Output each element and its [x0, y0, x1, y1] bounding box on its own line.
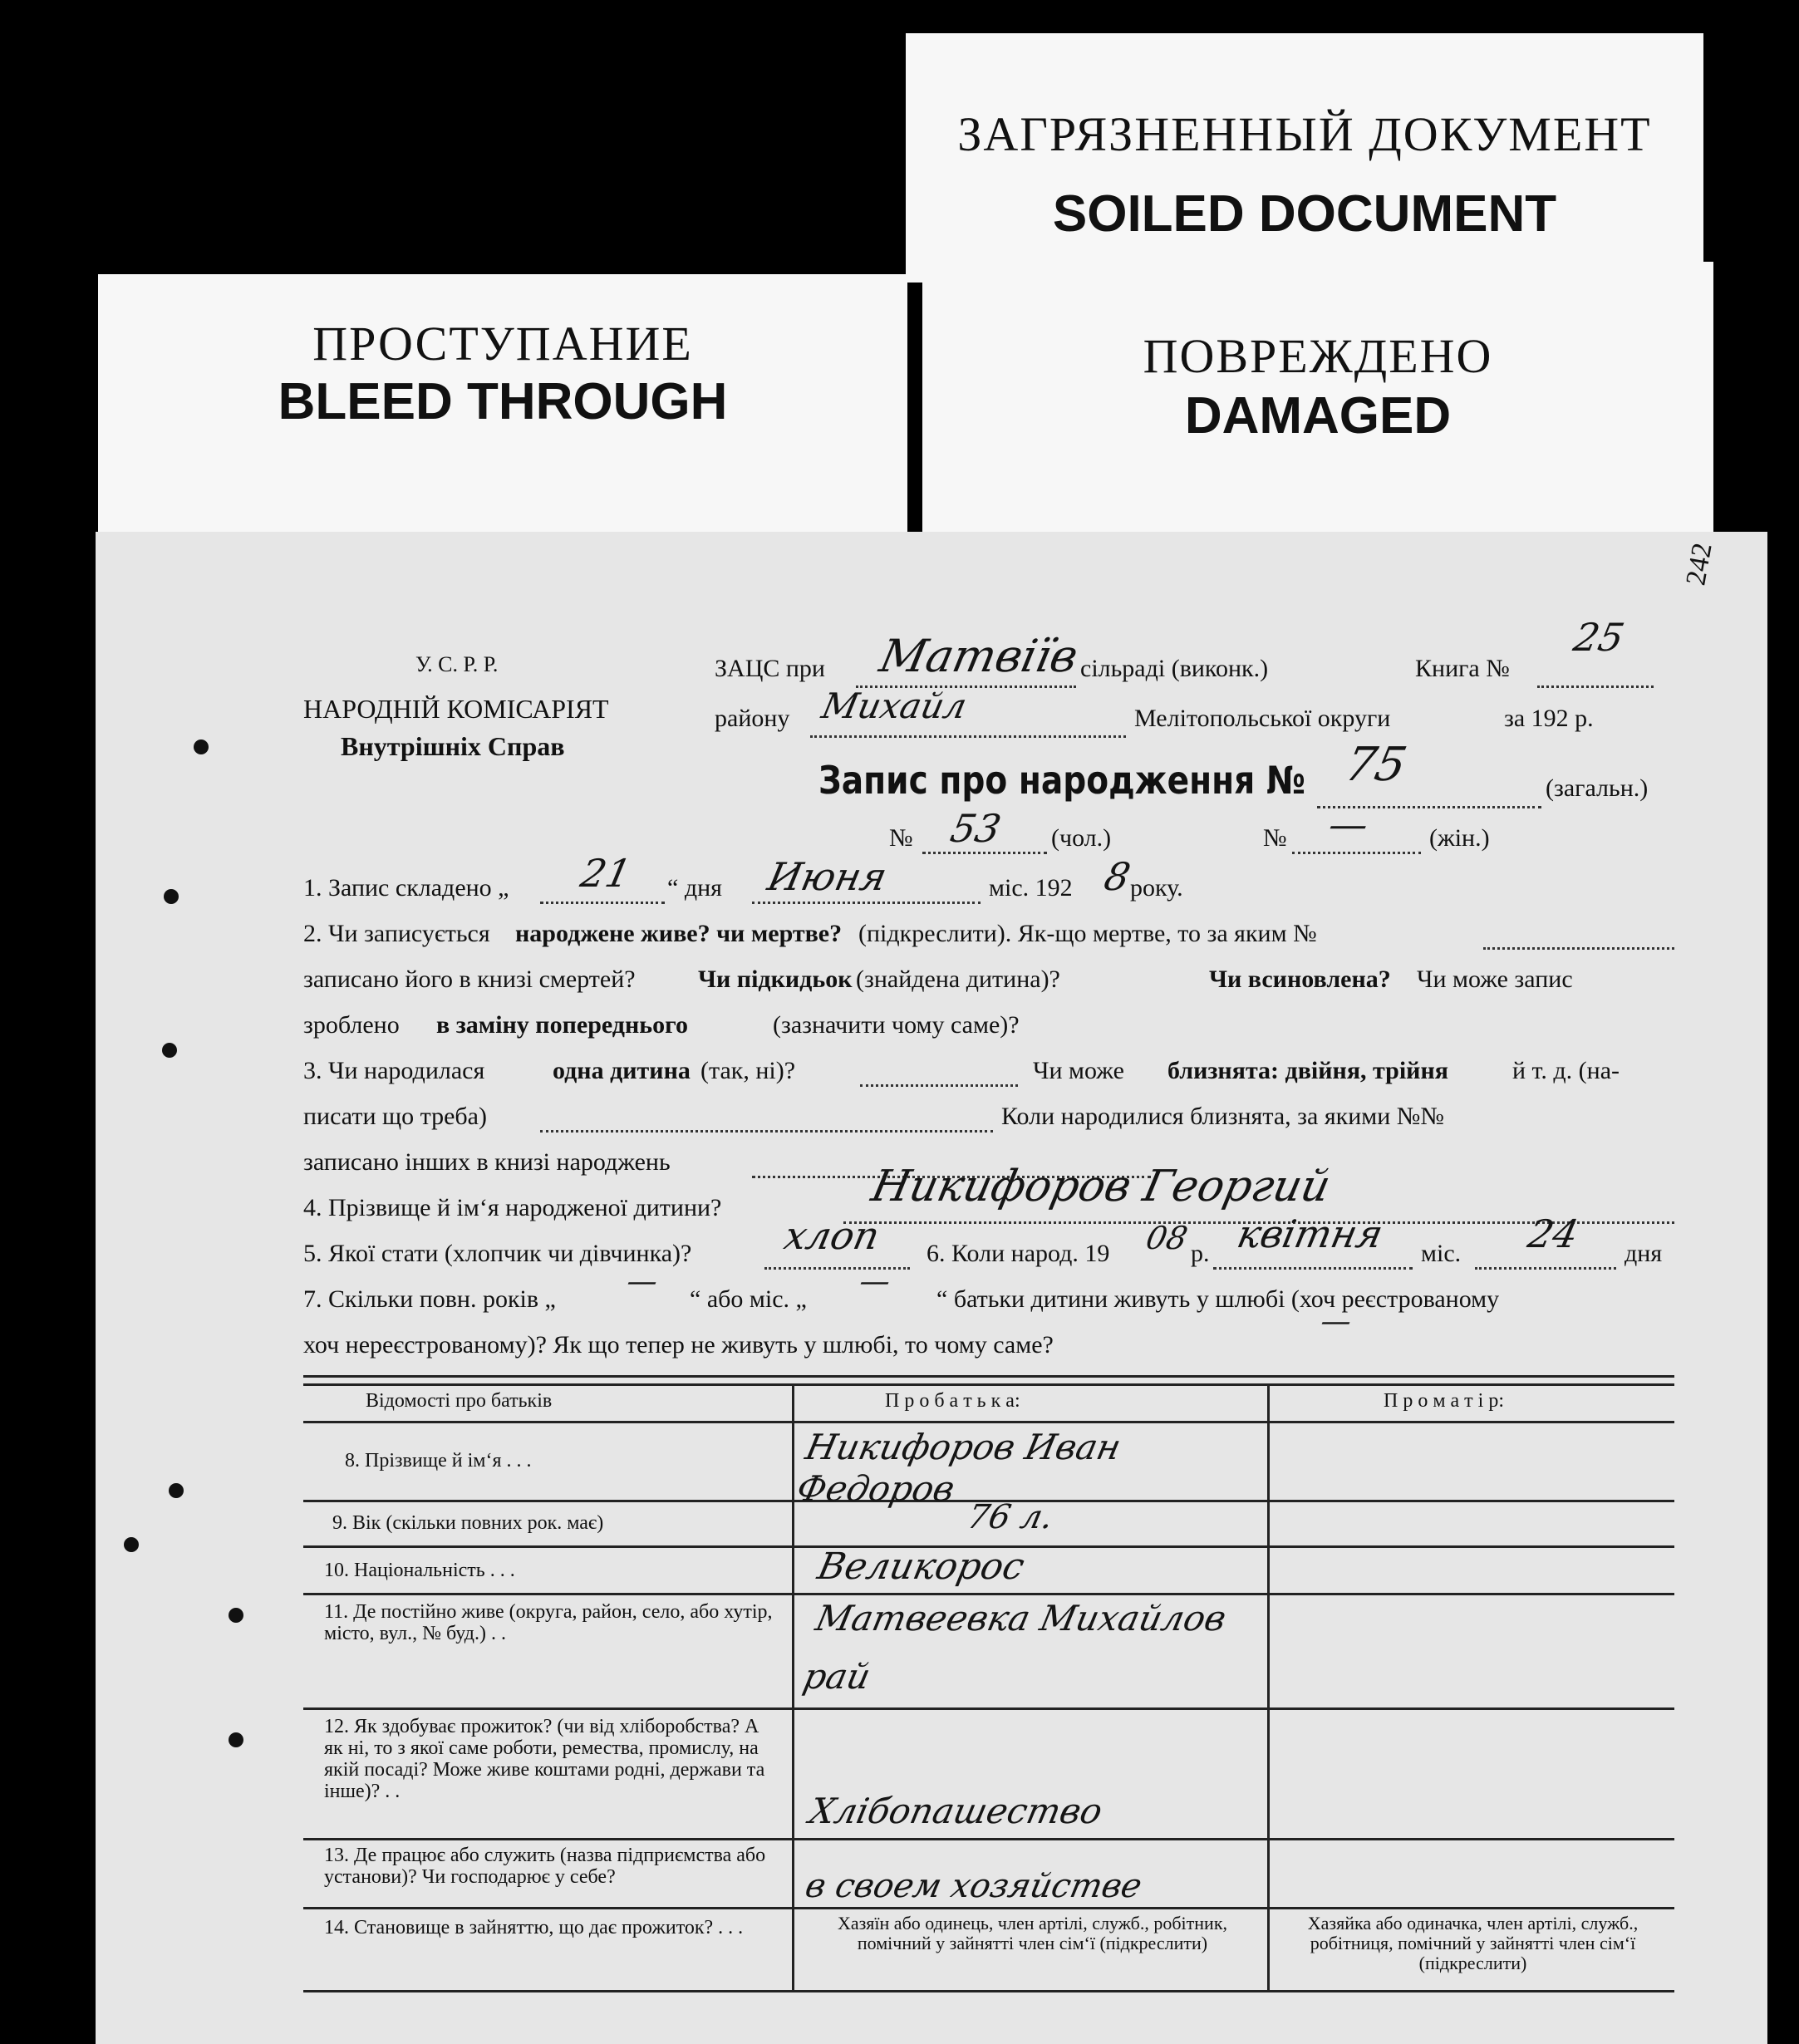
corner-mark: 242	[1680, 540, 1718, 588]
zhin-line	[1292, 852, 1421, 854]
line3-one-child: одна дитина	[553, 1057, 691, 1084]
punch-hole	[229, 1732, 243, 1747]
line2-replacement: в заміну попереднього	[436, 1011, 689, 1039]
line2-foundling: Чи підкидьок	[698, 965, 853, 993]
punch-hole	[194, 739, 209, 754]
line3-d: Чи може	[1033, 1057, 1124, 1084]
row-label-age: 9. Вік (скільки повних рок. має)	[332, 1512, 604, 1534]
father-status-options: Хазяїн або одинець, член артілі, служб., робітник, помічний у зайнятті член сім‘ї (підкреслити)	[837, 1913, 1228, 1953]
mother-status-options: Хазяйка або одиначка, член артілі, служб., робітниця, помічний у зайнятті член сім‘ї (підкреслити)	[1307, 1913, 1639, 1973]
birth-day: 24	[1524, 1211, 1583, 1256]
raionu-label: району	[715, 705, 790, 732]
father-nationality: Великорос	[813, 1545, 1029, 1588]
silradi-label: сільраді (виконк.)	[1080, 655, 1269, 682]
line2-k: (зазначити чому саме)?	[773, 1011, 1020, 1039]
row-label-status: 14. Становище в зайняттю, що дає прожиток? . . .	[324, 1917, 744, 1938]
commissariat-label: НАРОДНІЙ КОМІСАРІЯТ	[303, 694, 609, 724]
birth-year: 08	[1143, 1220, 1192, 1256]
table-rule	[303, 1707, 1674, 1710]
line6-mis: міс.	[1421, 1240, 1462, 1267]
line2-i: зроблено	[303, 1011, 400, 1039]
father-name: Никифоров Иван Федоров	[793, 1427, 1125, 1509]
row-label-name: 8. Прізвище й ім‘я . . .	[345, 1450, 532, 1472]
line3-twins: близнята: двійня, трійня	[1167, 1057, 1448, 1084]
record-title: Запис про народження №	[818, 758, 1305, 803]
zacs-label: ЗАЦС при	[715, 655, 825, 682]
okrug-label: Мелітопольської округи	[1134, 705, 1391, 732]
record-number: 75	[1340, 738, 1412, 792]
father-livelihood: Хлібопашество	[805, 1791, 1107, 1831]
not-married-reason: —	[1317, 1305, 1355, 1339]
table-rule	[303, 1383, 1674, 1386]
zhin-label: (жін.)	[1429, 824, 1490, 852]
bleed-en-label: BLEED THROUGH	[278, 373, 728, 430]
soiled-ru-label: ЗАГРЯЗНЕННЫЙ ДОКУМЕНТ	[957, 107, 1652, 161]
line3-g: писати що треба)	[303, 1103, 487, 1130]
line2-c: (підкреслити). Як-що мертве, то за яким №	[858, 920, 1317, 947]
line1-roku: року.	[1130, 874, 1183, 902]
child-name: Никифоров Георгий	[867, 1162, 1335, 1211]
twins-line	[540, 1130, 993, 1133]
table-rule	[303, 1838, 1674, 1840]
line3-i: записано інших в книзі народжень	[303, 1148, 671, 1176]
damaged-ru-label: ПОВРЕЖДЕНО	[1143, 329, 1493, 383]
marriage-months: —	[856, 1265, 894, 1299]
damaged-en-label: DAMAGED	[1184, 387, 1452, 445]
line2-adopted: Чи всиновлена?	[1209, 965, 1391, 993]
month-line	[752, 902, 981, 904]
row-label-livelihood: 12. Як здобуває прожиток? (чи від хліборобства? А як ні, то з якої саме роботи, ремества, промислу, на якій посаді? Може живе коштами родні, держави та інше)? . .	[324, 1716, 765, 1802]
table-rule	[303, 1375, 1674, 1378]
line2-h: Чи може запис	[1417, 965, 1573, 993]
line3-a: 3. Чи народилася	[303, 1057, 485, 1084]
row-label-workplace: 13. Де працює або служить (назва підприємства або установи)? Чи господарює у себе?	[324, 1845, 766, 1888]
death-number-line	[1483, 947, 1674, 950]
line7-a: 7. Скільки повн. років „	[303, 1285, 556, 1313]
chol-value: 53	[946, 806, 1005, 851]
line2-d: записано його в книзі смертей?	[303, 965, 636, 993]
line6-dnia: дня	[1625, 1240, 1663, 1267]
line7-d: хоч нереєстрованому)? Як що тепер не живуть у шлюбі, то чому саме?	[303, 1331, 1054, 1359]
year-label: за 192 р.	[1504, 705, 1594, 732]
table-rule	[303, 1907, 1674, 1909]
table-col-rule	[1267, 1383, 1270, 1990]
birth-record-sheet	[96, 532, 1767, 2044]
punch-hole	[229, 1608, 243, 1623]
line6-label: 6. Коли народ. 19	[927, 1240, 1110, 1267]
soiled-document-card	[906, 33, 1703, 283]
zhin-value: —	[1325, 802, 1373, 847]
line7-b: “ або міс. „	[690, 1285, 807, 1313]
chol-line	[922, 852, 1047, 854]
one-child-line	[860, 1084, 1018, 1087]
father-workplace: в своем хозяйстве	[802, 1867, 1146, 1905]
record-day: 21	[577, 851, 636, 896]
zagaln-label: (загальн.)	[1546, 774, 1649, 802]
kniga-line	[1537, 685, 1654, 688]
col-header-mother: П р о м а т і р:	[1384, 1390, 1504, 1412]
line2-alive-dead: народжене живе? чи мертве?	[515, 920, 843, 947]
punch-hole	[162, 1043, 177, 1058]
chol-label: (чол.)	[1051, 824, 1112, 852]
raionu-value: Михайл	[818, 685, 971, 726]
line1-dnia: “ дня	[667, 874, 722, 902]
row-label-residence: 11. Де постійно живе (округа, район, село, або хутір, місто, вул., № буд.) . .	[324, 1601, 773, 1644]
table-col-rule	[792, 1383, 794, 1990]
child-sex: хлоп	[780, 1213, 884, 1258]
line2-a: 2. Чи записується	[303, 920, 490, 947]
punch-hole	[169, 1483, 184, 1498]
table-rule	[303, 1421, 1674, 1423]
row-label-nationality: 10. Національність . . .	[324, 1560, 515, 1581]
line3-c: (так, ні)?	[700, 1057, 796, 1084]
line7-c: “ батьки дитини живуть у шлюбі (хоч реєстрованому	[936, 1285, 1500, 1313]
table-rule	[303, 1990, 1674, 1992]
raionu-line	[810, 735, 1126, 738]
soiled-en-label: SOILED DOCUMENT	[1052, 185, 1557, 243]
col-header-info: Відомості про батьків	[366, 1390, 553, 1412]
line1-mis: міс. 192	[989, 874, 1073, 902]
line3-h: Коли народилися близнята, за якими №№	[1001, 1103, 1445, 1130]
father-age: 76 л.	[964, 1498, 1057, 1536]
birth-day-line	[1475, 1267, 1616, 1270]
day-line	[540, 902, 665, 904]
birth-month-line	[1213, 1267, 1413, 1270]
birth-month: квітня	[1233, 1211, 1388, 1256]
ussr-label: У. С. Р. Р.	[415, 652, 499, 676]
marriage-years: —	[623, 1265, 661, 1299]
zacs-value: Матвіїв	[875, 630, 1083, 682]
father-residence: Матвеевка Михайлов рай	[799, 1598, 1231, 1697]
kniga-value: 25	[1570, 615, 1629, 660]
line3-f: й т. д. (на-	[1512, 1057, 1620, 1084]
col-header-father: П р о б а т ь к а:	[885, 1390, 1020, 1412]
damaged-card	[922, 262, 1713, 548]
record-month: Июня	[764, 854, 892, 899]
line6-r: р.	[1191, 1240, 1210, 1267]
punch-hole	[124, 1537, 139, 1552]
punch-hole	[164, 889, 179, 904]
line1-label: 1. Запис складено „	[303, 874, 509, 902]
kniga-label: Книга №	[1415, 655, 1510, 682]
line5-label: 5. Якої стати (хлопчик чи дівчинка)?	[303, 1240, 692, 1267]
line2-f: (знайдена дитина)?	[856, 965, 1060, 993]
line4-label: 4. Прізвище й ім‘я народженої дитини?	[303, 1194, 722, 1221]
zhin-no: №	[1263, 824, 1287, 852]
chol-no: №	[889, 824, 913, 852]
bleed-through-card	[98, 274, 907, 548]
record-year: 8	[1100, 854, 1135, 899]
internal-affairs-label: Внутрішніх Справ	[341, 731, 565, 761]
bleed-ru-label: ПРОСТУПАНИЕ	[312, 317, 693, 371]
